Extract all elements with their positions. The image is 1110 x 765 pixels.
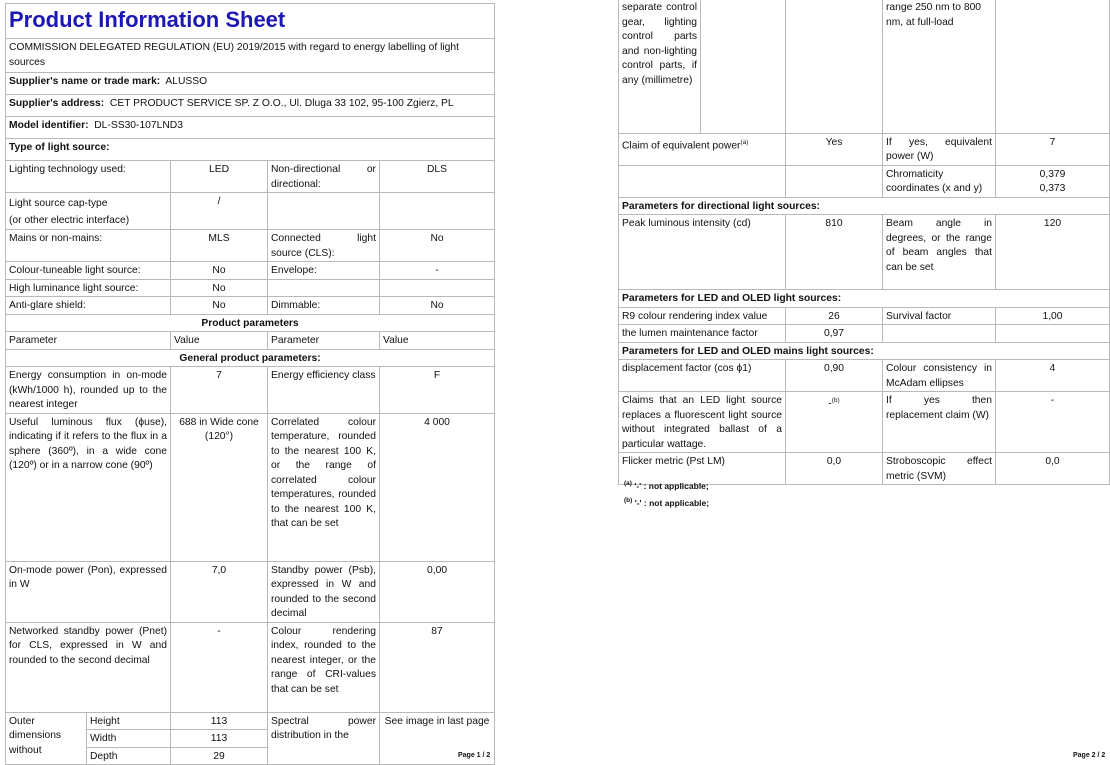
empty-cell [701, 0, 786, 133]
supplier-address-value: CET PRODUCT SERVICE SP. Z O.O., Ul. Dluga 33 102, 95-100 Zgierz, PL [109, 98, 454, 109]
energy-consumption-value: 7 [171, 367, 268, 414]
width-value: 113 [171, 730, 268, 748]
supplier-address-row [6, 95, 495, 117]
supplier-name-label: Supplier's name or trade mark: [9, 76, 161, 87]
cls-label: Connected light source (CLS): [268, 230, 380, 262]
chromaticity-x: 0,379 [1039, 168, 1066, 180]
chromaticity-value [996, 165, 1110, 197]
beam-angle-value: 120 [996, 215, 1110, 290]
supplier-address-label: Supplier's address: [9, 98, 105, 109]
networked-standby-label: Networked standby power (Pnet) for CLS, expressed in W and rounded to the second decimal [6, 622, 171, 712]
envelope-value: - [380, 262, 495, 280]
page-title: Product Information Sheet [6, 4, 495, 39]
model-row [6, 117, 495, 139]
lumen-maintenance-label: the lumen maintenance factor [619, 325, 786, 343]
footnote-a [624, 480, 709, 491]
empty-cell [786, 0, 883, 133]
energy-consumption-label: Energy consumption in on-mode (kWh/1000 h), rounded up to the nearest integer [6, 367, 171, 414]
tuneable-value: No [171, 262, 268, 280]
claim-equivalent-text: Claim of equivalent power [622, 139, 741, 151]
directional-params-heading: Parameters for directional light sources: [619, 197, 1110, 215]
mains-label: Mains or non-mains: [6, 230, 171, 262]
tech-value: LED [171, 161, 268, 193]
standby-power-label: Standby power (Psb), expressed in W and rounded to the second decimal [268, 561, 380, 622]
page-number: Page 1 / 2 [458, 752, 491, 759]
col-header-value: Value [171, 332, 268, 350]
fluorescent-claim-value [786, 392, 883, 453]
spectral-label: Spectral power distribution in the [268, 712, 380, 765]
flicker-metric-value: 0,0 [786, 453, 883, 485]
standby-power-value: 0,00 [380, 561, 495, 622]
displacement-factor-value: 0,90 [786, 360, 883, 392]
equivalent-power-value: 7 [996, 133, 1110, 165]
cap-label-line1: Light source cap-type [9, 198, 108, 209]
energy-class-label: Energy efficiency class [268, 367, 380, 414]
empty-cell [996, 0, 1110, 133]
general-params-heading: General product parameters: [6, 349, 495, 367]
empty-cell [619, 165, 786, 197]
chromaticity-y: 0,373 [1039, 183, 1066, 194]
col-header-parameter: Parameter [268, 332, 380, 350]
beam-angle-label: Beam angle in degrees, or the range of beam angles that can be set [883, 215, 996, 290]
depth-value: 29 [171, 747, 268, 765]
cct-label: Correlated colour temperature, rounded to the nearest 100 K, or the range of correlated colour temperatures, rounded to the nearest 100 K, that can be set [268, 413, 380, 561]
dimensions-label-continued: separate control gear, lighting control parts and non-lighting control parts, if any (millimetre) [619, 0, 701, 133]
survival-factor-label: Survival factor [883, 307, 996, 325]
cri-value: 87 [380, 622, 495, 712]
energy-class-value: F [380, 367, 495, 414]
supplier-name-row [6, 73, 495, 95]
peak-intensity-value: 810 [786, 215, 883, 290]
tuneable-label: Colour-tuneable light source: [6, 262, 171, 280]
dimmable-label: Dimmable: [268, 297, 380, 315]
svm-label: Stroboscopic effect metric (SVM) [883, 453, 996, 485]
r9-label: R9 colour rendering index value [619, 307, 786, 325]
displacement-factor-label: displacement factor (cos ϕ1) [619, 360, 786, 392]
led-mains-params-heading: Parameters for LED and OLED mains light sources: [619, 342, 1110, 360]
footnote-a-text: '-' : not applicable; [634, 480, 709, 491]
empty-cell [268, 279, 380, 297]
col-header-parameter: Parameter [6, 332, 171, 350]
spectral-value: See image in last page [380, 712, 495, 765]
footnote-a-mark: (a) [624, 480, 632, 487]
r9-value: 26 [786, 307, 883, 325]
replacement-claim-value: - [996, 392, 1110, 453]
cri-label: Colour rendering index, rounded to the nearest integer, or the range of CRI-values that can be set [268, 622, 380, 712]
width-label: Width [87, 730, 171, 748]
high-luminance-value: No [171, 279, 268, 297]
onmode-power-label: On-mode power (Pon), expressed in W [6, 561, 171, 622]
empty-cell [883, 325, 996, 343]
dimmable-value: No [380, 297, 495, 315]
col-header-value: Value [380, 332, 495, 350]
cap-label-line2: (or other electric interface) [9, 215, 130, 226]
product-info-table-page-1 [5, 3, 495, 765]
flicker-metric-label: Flicker metric (Pst LM) [619, 453, 786, 485]
antiglare-label: Anti-glare shield: [6, 297, 171, 315]
footnote-b-text: '-' : not applicable; [634, 497, 710, 508]
regulation-text: COMMISSION DELEGATED REGULATION (EU) 2019/2015 with regard to energy labelling of light sources [6, 39, 495, 73]
page-number: Page 2 / 2 [1073, 752, 1106, 759]
survival-factor-value: 1,00 [996, 307, 1110, 325]
equivalent-power-label: If yes, equivalent power (W) [883, 133, 996, 165]
supplier-name-value: ALUSSO [165, 76, 208, 87]
antiglare-value: No [171, 297, 268, 315]
directional-value: DLS [380, 161, 495, 193]
model-value: DL-SS30-107LND3 [94, 120, 183, 131]
lumen-maintenance-value: 0,97 [786, 325, 883, 343]
height-value: 113 [171, 712, 268, 730]
footnote-ref: (b) [831, 397, 840, 404]
svm-value: 0,0 [996, 453, 1110, 485]
mains-value: MLS [171, 230, 268, 262]
replacement-claim-label: If yes then replacement claim (W) [883, 392, 996, 453]
cct-value: 4 000 [380, 413, 495, 561]
onmode-power-value: 7,0 [171, 561, 268, 622]
depth-label: Depth [87, 747, 171, 765]
cap-label [6, 193, 171, 230]
model-label: Model identifier: [9, 120, 89, 131]
luminous-flux-value: 688 in Wide cone (120°) [171, 413, 268, 561]
empty-cell [380, 193, 495, 230]
claim-equivalent-label [619, 133, 786, 165]
footnote-ref: (a) [740, 138, 749, 146]
networked-standby-value: - [171, 622, 268, 712]
cls-value: No [380, 230, 495, 262]
high-luminance-label: High luminance light source: [6, 279, 171, 297]
product-params-heading: Product parameters [6, 314, 495, 332]
peak-intensity-label: Peak luminous intensity (cd) [619, 215, 786, 290]
colour-consistency-label: Colour consistency in McAdam ellipses [883, 360, 996, 392]
product-info-table-page-2 [618, 0, 1110, 485]
claim-equivalent-value: Yes [786, 133, 883, 165]
led-params-heading: Parameters for LED and OLED light sources: [619, 290, 1110, 308]
colour-consistency-value: 4 [996, 360, 1110, 392]
footnote-b-mark: (b) [624, 497, 633, 504]
empty-cell [380, 279, 495, 297]
tech-label: Lighting technology used: [6, 161, 171, 193]
chromaticity-label: Chromaticity coordinates (x and y) [883, 165, 996, 197]
empty-cell [268, 193, 380, 230]
cap-value: / [171, 193, 268, 230]
luminous-flux-label: Useful luminous flux (ϕuse), indicating if it refers to the flux in a sphere (360º), in a wide cone (120º) or in a narrow cone (90º) [6, 413, 171, 561]
height-label: Height [87, 712, 171, 730]
empty-cell [996, 325, 1110, 343]
fluorescent-claim-text: - [828, 398, 832, 410]
dimensions-label: Outer dimensions without [6, 712, 87, 765]
type-heading: Type of light source: [6, 139, 495, 161]
directional-label: Non-directional or directional: [268, 161, 380, 193]
empty-cell [786, 165, 883, 197]
envelope-label: Envelope: [268, 262, 380, 280]
fluorescent-claim-label: Claims that an LED light source replaces a fluorescent light source without integrated ballast of a particular wattage. [619, 392, 786, 453]
footnote-b [624, 497, 709, 508]
spectral-label-continued: range 250 nm to 800 nm, at full-load [883, 0, 996, 133]
